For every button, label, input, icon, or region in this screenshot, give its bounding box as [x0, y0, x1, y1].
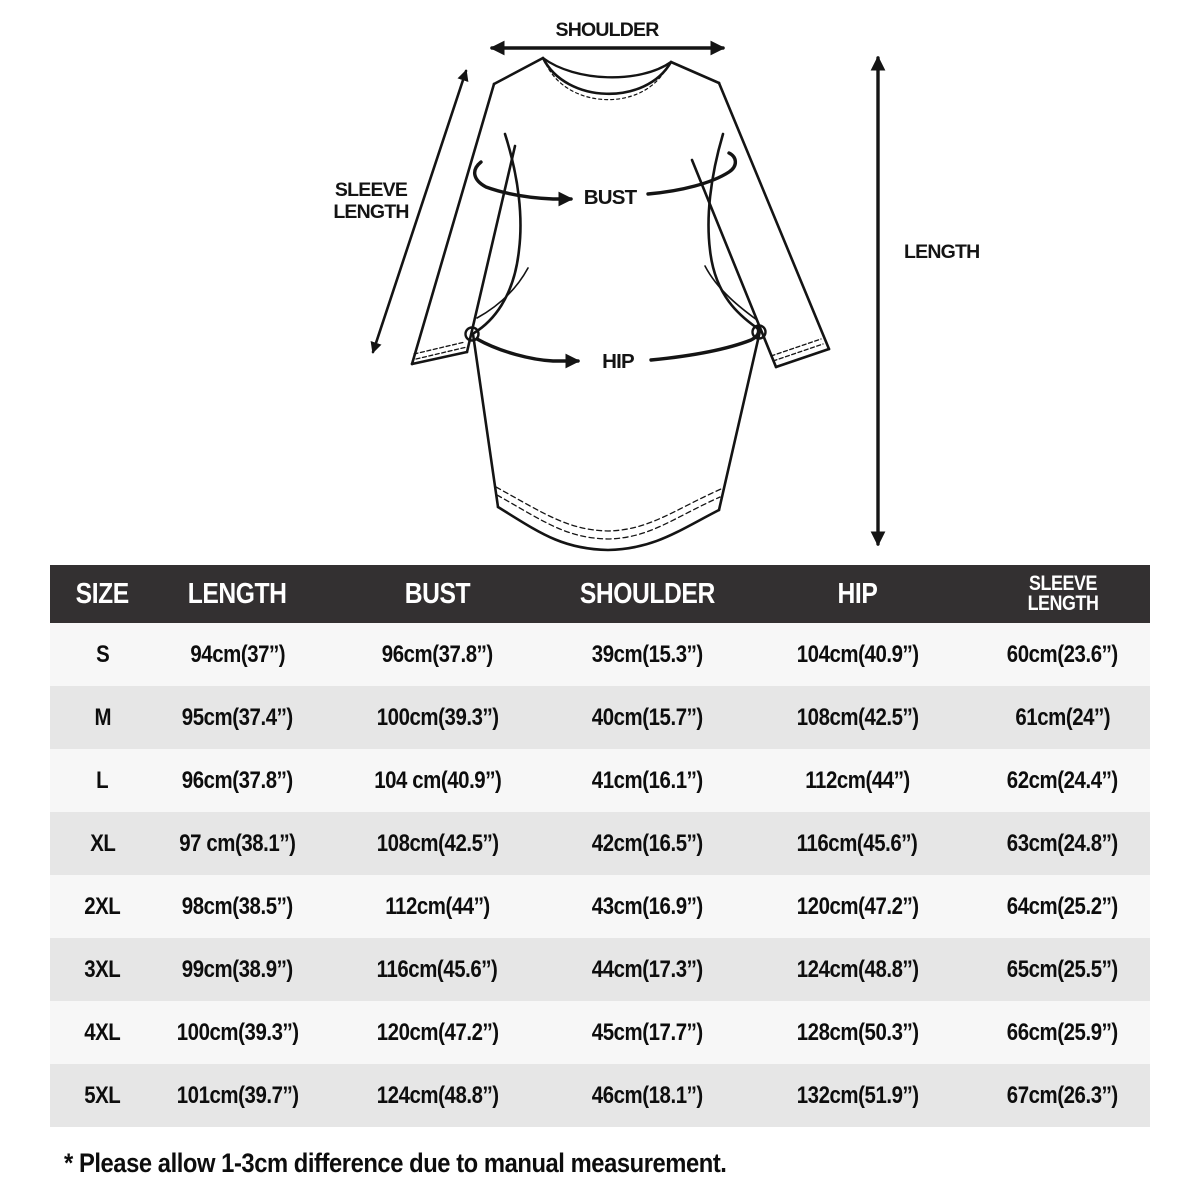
- column-header-shoulder: [555, 565, 740, 623]
- cell-text: 62cm(24.4’’): [1007, 766, 1118, 794]
- column-header-label: SIZE: [75, 577, 130, 610]
- cell-text: 132cm(51.9’’): [796, 1081, 919, 1109]
- cell-text: L: [96, 766, 109, 794]
- cell-text: 65cm(25.5’’): [1007, 955, 1118, 983]
- measurement-cell: [975, 623, 1150, 686]
- shoulder-label: SHOULDER: [555, 19, 659, 41]
- measurement-cell: [320, 749, 555, 812]
- measurement-cell: [555, 812, 740, 875]
- left-cuff-stitch: [414, 342, 467, 359]
- measurement-cell: [740, 938, 975, 1001]
- column-header-hip: [740, 565, 975, 623]
- cell-text: 39cm(15.3’’): [592, 640, 703, 668]
- cell-text: 98cm(38.5’’): [182, 892, 293, 920]
- measurement-cell: [555, 623, 740, 686]
- measurement-cell: [320, 686, 555, 749]
- dress-outline: [412, 58, 829, 550]
- size-cell: [50, 1064, 155, 1127]
- measurement-cell: [155, 1064, 320, 1127]
- cell-text: 43cm(16.9’’): [592, 892, 703, 920]
- cell-text: 40cm(15.7’’): [592, 703, 703, 731]
- measure-lines: [373, 48, 878, 544]
- cell-text: 42cm(16.5’’): [592, 829, 703, 857]
- cell-text: 41cm(16.1’’): [592, 766, 703, 794]
- cell-text: 95cm(37.4’’): [182, 703, 293, 731]
- cell-text: 104 cm(40.9’’): [373, 766, 502, 794]
- cell-text: 46cm(18.1’’): [592, 1081, 703, 1109]
- measurement-cell: [155, 1001, 320, 1064]
- cell-text: 5XL: [84, 1081, 121, 1109]
- footnote: [64, 1148, 817, 1179]
- cell-text: 116cm(45.6’’): [797, 829, 918, 857]
- cell-text: 61cm(24’’): [1015, 703, 1110, 731]
- measurement-cell: [740, 875, 975, 938]
- measurement-cell: [320, 1064, 555, 1127]
- cell-text: 3XL: [84, 955, 121, 983]
- measurement-cell: [320, 812, 555, 875]
- column-header-label: SHOULDER: [580, 577, 715, 610]
- column-header-label: SLEEVE LENGTH: [1027, 572, 1098, 615]
- measurement-cell: [555, 938, 740, 1001]
- measurement-cell: [155, 686, 320, 749]
- cell-text: 96cm(37.8’’): [382, 640, 493, 668]
- column-header-sleeve-length: [975, 565, 1150, 623]
- bust-label: BUST: [583, 186, 637, 209]
- right-cuff-stitch: [771, 339, 823, 361]
- hip-measure-left: [477, 339, 578, 361]
- measurement-cell: [975, 938, 1150, 1001]
- cell-text: 2XL: [84, 892, 121, 920]
- cell-text: 4XL: [84, 1018, 121, 1046]
- skirt-right-edge: [719, 331, 760, 510]
- length-label: LENGTH: [904, 241, 980, 263]
- cell-text: 128cm(50.3’’): [796, 1018, 919, 1046]
- measurement-cell: [555, 749, 740, 812]
- measurement-cell: [320, 875, 555, 938]
- sleeve-length-label-line2: LENGTH: [333, 201, 409, 223]
- sleeve-length-label-line1: SLEEVE: [334, 179, 408, 201]
- column-header-length: [155, 565, 320, 623]
- size-cell: [50, 623, 155, 686]
- size-cell: [50, 1001, 155, 1064]
- measurement-cell: [555, 1064, 740, 1127]
- left-sleeve-outer: [412, 84, 494, 364]
- cell-text: 108cm(42.5’’): [796, 703, 919, 731]
- column-header-bust: [320, 565, 555, 623]
- size-cell: [50, 686, 155, 749]
- measurement-cell: [975, 812, 1150, 875]
- cell-text: 124cm(48.8’’): [376, 1081, 499, 1109]
- measurement-cell: [975, 749, 1150, 812]
- cell-text: 60cm(23.6’’): [1007, 640, 1118, 668]
- size-cell: [50, 749, 155, 812]
- measurement-cell: [740, 686, 975, 749]
- size-cell: [50, 938, 155, 1001]
- hip-measure-right: [651, 327, 759, 360]
- cell-text: 124cm(48.8’’): [796, 955, 919, 983]
- cell-text: 63cm(24.8’’): [1007, 829, 1118, 857]
- cell-text: 94cm(37’’): [190, 640, 285, 668]
- measurement-cell: [740, 749, 975, 812]
- cell-text: 100cm(39.3’’): [176, 1018, 299, 1046]
- cell-text: 96cm(37.8’’): [182, 766, 293, 794]
- cell-text: XL: [89, 829, 116, 857]
- size-table: [50, 565, 1150, 1127]
- footnote-text: * Please allow 1-3cm difference due to manual measurement.: [64, 1148, 727, 1178]
- measurement-cell: [975, 686, 1150, 749]
- right-pocket-crease: [705, 266, 757, 320]
- measurement-cell: [975, 875, 1150, 938]
- measurement-cell: [555, 1001, 740, 1064]
- cell-text: 112cm(44’’): [805, 766, 910, 794]
- cell-text: 97 cm(38.1’’): [179, 829, 296, 857]
- measurement-cell: [975, 1064, 1150, 1127]
- cell-text: 45cm(17.7’’): [592, 1018, 703, 1046]
- size-cell: [50, 812, 155, 875]
- cell-text: 104cm(40.9’’): [796, 640, 919, 668]
- back-neckline: [543, 58, 671, 77]
- column-header-label: LENGTH: [188, 577, 287, 610]
- cell-text: 67cm(26.3’’): [1007, 1081, 1118, 1109]
- measurement-cell: [155, 749, 320, 812]
- cell-text: 44cm(17.3’’): [592, 955, 703, 983]
- measurement-cell: [975, 1001, 1150, 1064]
- column-header-label: HIP: [837, 577, 878, 610]
- measurement-cell: [320, 623, 555, 686]
- measurement-cell: [555, 686, 740, 749]
- measurement-cell: [155, 812, 320, 875]
- measurement-cell: [740, 812, 975, 875]
- cell-text: 116cm(45.6’’): [377, 955, 498, 983]
- right-shoulder-seam: [671, 62, 719, 83]
- hem-stitch: [496, 487, 721, 539]
- measurement-cell: [320, 1001, 555, 1064]
- cell-text: 100cm(39.3’’): [376, 703, 499, 731]
- front-neckline: [543, 58, 671, 94]
- measurement-cell: [320, 938, 555, 1001]
- cell-text: 120cm(47.2’’): [376, 1018, 499, 1046]
- measurement-cell: [155, 623, 320, 686]
- measurement-cell: [155, 875, 320, 938]
- measurement-cell: [740, 1001, 975, 1064]
- cell-text: 66cm(25.9’’): [1007, 1018, 1118, 1046]
- measurement-cell: [155, 938, 320, 1001]
- cell-text: 64cm(25.2’’): [1007, 892, 1118, 920]
- bust-measure-left: [475, 162, 571, 199]
- cell-text: S: [95, 640, 110, 668]
- skirt-left-edge: [473, 334, 498, 507]
- left-shoulder-seam: [494, 58, 543, 84]
- column-header-size: [50, 565, 155, 623]
- measurement-cell: [555, 875, 740, 938]
- measurement-cell: [740, 1064, 975, 1127]
- cell-text: 112cm(44’’): [385, 892, 490, 920]
- cell-text: 120cm(47.2’’): [796, 892, 919, 920]
- garment-measurement-diagram: [0, 0, 1200, 562]
- column-header-label: BUST: [404, 577, 471, 610]
- cell-text: 108cm(42.5’’): [376, 829, 499, 857]
- size-cell: [50, 875, 155, 938]
- cell-text: 101cm(39.7’’): [176, 1081, 299, 1109]
- cell-text: 99cm(38.9’’): [182, 955, 293, 983]
- cell-text: M: [94, 703, 111, 731]
- measurement-cell: [740, 623, 975, 686]
- hip-label: HIP: [602, 350, 634, 373]
